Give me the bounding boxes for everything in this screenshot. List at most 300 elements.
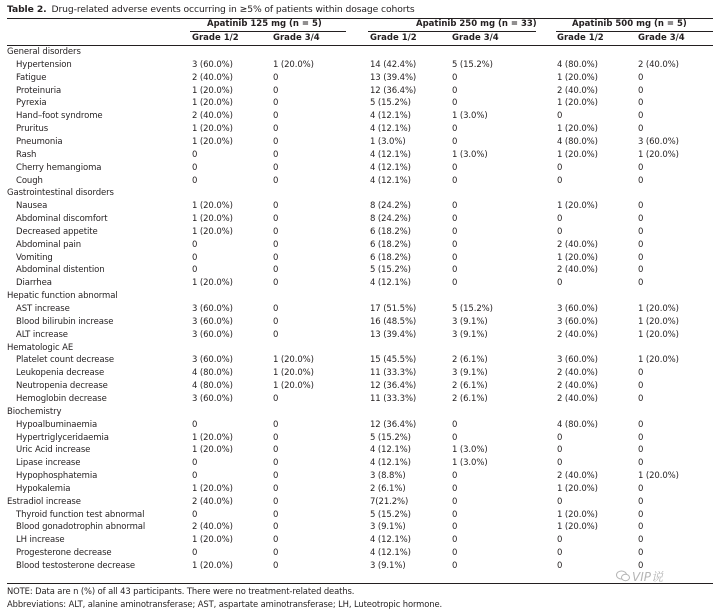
value-cell: 0 bbox=[273, 432, 279, 443]
value-cell: 0 bbox=[192, 175, 198, 186]
value-cell: 0 bbox=[273, 393, 279, 404]
category-label: Gastrointestinal disorders bbox=[7, 188, 114, 199]
value-cell: 0 bbox=[273, 522, 279, 533]
value-cell: 1 (20.0%) bbox=[192, 561, 233, 571]
value-cell: 1 (20.0%) bbox=[192, 445, 233, 456]
event-label: AST increase bbox=[16, 304, 70, 314]
value-cell: 0 bbox=[452, 548, 458, 559]
event-label: Lipase increase bbox=[16, 458, 81, 469]
value-cell: 0 bbox=[192, 265, 198, 276]
value-cell: 1 (3.0%) bbox=[452, 111, 488, 122]
table-note: NOTE: Data are n (%) of all 43 participants. There were no treatment-related deaths. bbox=[7, 586, 355, 596]
table-row bbox=[0, 163, 721, 176]
value-cell: 16 (48.5%) bbox=[370, 316, 417, 327]
value-cell: 0 bbox=[273, 316, 279, 327]
value-cell: 1 (20.0%) bbox=[557, 124, 598, 135]
value-cell: 1 (20.0%) bbox=[557, 509, 598, 520]
value-cell: 0 bbox=[452, 124, 458, 135]
event-label: Proteinuria bbox=[16, 85, 62, 96]
value-cell: 1 (20.0%) bbox=[192, 136, 233, 147]
table-row bbox=[0, 471, 721, 484]
value-cell: 0 bbox=[638, 175, 644, 186]
event-label: Vomiting bbox=[16, 252, 53, 263]
value-cell: 0 bbox=[273, 304, 279, 314]
category-row bbox=[0, 47, 721, 60]
value-cell: 0 bbox=[638, 111, 644, 122]
category-label: Estradiol increase bbox=[7, 496, 81, 507]
value-cell: 2 (40.0%) bbox=[638, 59, 679, 70]
value-cell: 0 bbox=[192, 162, 198, 173]
event-label: Diarrhea bbox=[16, 278, 52, 289]
value-cell: 0 bbox=[638, 393, 644, 404]
value-cell: 0 bbox=[192, 509, 198, 520]
value-cell: 0 bbox=[192, 239, 198, 250]
category-row bbox=[0, 497, 721, 510]
value-cell: 5 (15.2%) bbox=[370, 98, 411, 109]
value-cell: 15 (45.5%) bbox=[370, 355, 417, 366]
table-row bbox=[0, 458, 721, 471]
value-cell: 4 (12.1%) bbox=[370, 458, 411, 469]
value-cell: 0 bbox=[638, 419, 644, 430]
category-label: Hematologic AE bbox=[7, 342, 74, 353]
value-cell: 0 bbox=[452, 496, 458, 507]
value-cell: 1 (3.0%) bbox=[370, 136, 406, 147]
event-label: Cherry hemangioma bbox=[16, 162, 102, 173]
event-label: Nausea bbox=[16, 201, 48, 212]
value-cell: 0 bbox=[638, 432, 644, 443]
value-cell: 1 (20.0%) bbox=[638, 471, 679, 482]
value-cell: 4 (12.1%) bbox=[370, 548, 411, 559]
value-cell: 0 bbox=[273, 72, 279, 83]
value-cell: 5 (15.2%) bbox=[452, 304, 493, 314]
grade-header-500-high: Grade 3/4 bbox=[638, 33, 685, 43]
value-cell: 0 bbox=[638, 522, 644, 533]
event-label: Blood bilirubin increase bbox=[16, 316, 114, 327]
value-cell: 2 (40.0%) bbox=[557, 85, 598, 96]
event-label: Abdominal distention bbox=[16, 265, 105, 276]
table-row bbox=[0, 304, 721, 317]
value-cell: 1 (20.0%) bbox=[192, 214, 233, 225]
table-row bbox=[0, 420, 721, 433]
value-cell: 2 (40.0%) bbox=[557, 368, 598, 379]
event-label: Abdominal pain bbox=[16, 239, 82, 250]
table-row bbox=[0, 368, 721, 381]
value-cell: 0 bbox=[638, 124, 644, 135]
value-cell: 1 (20.0%) bbox=[273, 355, 314, 366]
group-header-250mg: Apatinib 250 mg (n = 33) bbox=[416, 19, 537, 29]
category-row bbox=[0, 343, 721, 356]
value-cell: 4 (80.0%) bbox=[557, 136, 598, 147]
value-cell: 0 bbox=[638, 85, 644, 96]
value-cell: 4 (80.0%) bbox=[192, 381, 233, 392]
value-cell: 11 (33.3%) bbox=[370, 368, 417, 379]
value-cell: 1 (20.0%) bbox=[557, 483, 598, 494]
value-cell: 0 bbox=[273, 265, 279, 276]
value-cell: 4 (12.1%) bbox=[370, 445, 411, 456]
value-cell: 0 bbox=[273, 149, 279, 160]
table-row bbox=[0, 265, 721, 278]
value-cell: 0 bbox=[557, 278, 563, 289]
value-cell: 1 (20.0%) bbox=[557, 201, 598, 212]
value-cell: 2 (40.0%) bbox=[557, 239, 598, 250]
value-cell: 0 bbox=[452, 278, 458, 289]
table-row bbox=[0, 278, 721, 291]
table-row bbox=[0, 548, 721, 561]
value-cell: 0 bbox=[273, 419, 279, 430]
value-cell: 0 bbox=[273, 252, 279, 263]
watermark-text: VIP说 bbox=[632, 570, 663, 584]
value-cell: 3 (60.0%) bbox=[557, 316, 598, 327]
value-cell: 0 bbox=[638, 483, 644, 494]
value-cell: 0 bbox=[192, 149, 198, 160]
category-label: Biochemistry bbox=[7, 406, 62, 417]
table-row bbox=[0, 98, 721, 111]
event-label: Hypertension bbox=[16, 59, 72, 70]
value-cell: 3 (60.0%) bbox=[192, 316, 233, 327]
value-cell: 0 bbox=[273, 329, 279, 340]
value-cell: 0 bbox=[273, 98, 279, 109]
value-cell: 2 (40.0%) bbox=[192, 522, 233, 533]
value-cell: 2 (40.0%) bbox=[192, 496, 233, 507]
group-header-500mg: Apatinib 500 mg (n = 5) bbox=[572, 19, 687, 29]
value-cell: 0 bbox=[273, 175, 279, 186]
value-cell: 0 bbox=[452, 419, 458, 430]
value-cell: 2 (40.0%) bbox=[192, 111, 233, 122]
value-cell: 4 (12.1%) bbox=[370, 149, 411, 160]
category-row bbox=[0, 188, 721, 201]
value-cell: 0 bbox=[638, 278, 644, 289]
value-cell: 3 (60.0%) bbox=[192, 304, 233, 314]
value-cell: 1 (20.0%) bbox=[557, 72, 598, 83]
value-cell: 6 (18.2%) bbox=[370, 226, 411, 237]
value-cell: 1 (20.0%) bbox=[638, 329, 679, 340]
event-label: Thyroid function test abnormal bbox=[16, 509, 145, 520]
event-label: Cough bbox=[16, 175, 43, 186]
event-label: Hypertriglyceridaemia bbox=[16, 432, 109, 443]
value-cell: 0 bbox=[557, 175, 563, 186]
table-row bbox=[0, 561, 721, 574]
table-row bbox=[0, 484, 721, 497]
value-cell: 1 (20.0%) bbox=[192, 201, 233, 212]
value-cell: 4 (12.1%) bbox=[370, 535, 411, 546]
value-cell: 1 (20.0%) bbox=[557, 149, 598, 160]
value-cell: 0 bbox=[452, 98, 458, 109]
table-row bbox=[0, 445, 721, 458]
value-cell: 0 bbox=[557, 432, 563, 443]
value-cell: 2 (6.1%) bbox=[452, 381, 488, 392]
event-label: Leukopenia decrease bbox=[16, 368, 105, 379]
value-cell: 0 bbox=[192, 419, 198, 430]
value-cell: 1 (20.0%) bbox=[192, 98, 233, 109]
value-cell: 0 bbox=[638, 98, 644, 109]
value-cell: 0 bbox=[638, 226, 644, 237]
value-cell: 0 bbox=[273, 124, 279, 135]
table-row bbox=[0, 176, 721, 189]
value-cell: 0 bbox=[452, 239, 458, 250]
value-cell: 0 bbox=[452, 72, 458, 83]
value-cell: 0 bbox=[273, 214, 279, 225]
event-label: Pyrexia bbox=[16, 98, 47, 109]
value-cell: 3 (9.1%) bbox=[370, 522, 406, 533]
value-cell: 2 (40.0%) bbox=[557, 329, 598, 340]
value-cell: 0 bbox=[273, 201, 279, 212]
value-cell: 0 bbox=[273, 239, 279, 250]
value-cell: 1 (3.0%) bbox=[452, 458, 488, 469]
value-cell: 0 bbox=[638, 265, 644, 276]
table-row bbox=[0, 111, 721, 124]
value-cell: 14 (42.4%) bbox=[370, 59, 417, 70]
value-cell: 8 (24.2%) bbox=[370, 201, 411, 212]
event-label: Hypophosphatemia bbox=[16, 471, 98, 482]
value-cell: 3 (8.8%) bbox=[370, 471, 406, 482]
value-cell: 3 (60.0%) bbox=[638, 136, 679, 147]
value-cell: 4 (80.0%) bbox=[192, 368, 233, 379]
value-cell: 2 (6.1%) bbox=[452, 355, 488, 366]
value-cell: 0 bbox=[557, 458, 563, 469]
table-row bbox=[0, 381, 721, 394]
event-label: Fatigue bbox=[16, 72, 47, 83]
value-cell: 1 (20.0%) bbox=[557, 252, 598, 263]
category-label: Hepatic function abnormal bbox=[7, 291, 118, 302]
value-cell: 0 bbox=[638, 535, 644, 546]
value-cell: 6 (18.2%) bbox=[370, 239, 411, 250]
value-cell: 1 (20.0%) bbox=[192, 432, 233, 443]
value-cell: 0 bbox=[192, 458, 198, 469]
table-row bbox=[0, 60, 721, 73]
table-row bbox=[0, 317, 721, 330]
value-cell: 3 (60.0%) bbox=[192, 355, 233, 366]
value-cell: 0 bbox=[452, 522, 458, 533]
event-label: Neutropenia decrease bbox=[16, 381, 108, 392]
value-cell: 1 (20.0%) bbox=[192, 85, 233, 96]
value-cell: 2 (40.0%) bbox=[192, 72, 233, 83]
value-cell: 0 bbox=[557, 226, 563, 237]
value-cell: 2 (40.0%) bbox=[557, 265, 598, 276]
value-cell: 0 bbox=[452, 561, 458, 571]
value-cell: 1 (20.0%) bbox=[638, 304, 679, 314]
value-cell: 5 (15.2%) bbox=[370, 265, 411, 276]
table-row bbox=[0, 240, 721, 253]
event-label: Progesterone decrease bbox=[16, 548, 112, 559]
value-cell: 0 bbox=[273, 136, 279, 147]
table-row bbox=[0, 86, 721, 99]
grade-header-250-low: Grade 1/2 bbox=[370, 33, 417, 43]
value-cell: 0 bbox=[452, 175, 458, 186]
value-cell: 1 (20.0%) bbox=[192, 278, 233, 289]
value-cell: 1 (20.0%) bbox=[192, 483, 233, 494]
value-cell: 3 (60.0%) bbox=[557, 304, 598, 314]
event-label: Hypoalbuminaemia bbox=[16, 419, 98, 430]
event-label: Blood gonadotrophin abnormal bbox=[16, 522, 146, 533]
event-label: Hypokalemia bbox=[16, 483, 71, 494]
value-cell: 13 (39.4%) bbox=[370, 72, 417, 83]
value-cell: 3 (60.0%) bbox=[192, 393, 233, 404]
value-cell: 0 bbox=[557, 548, 563, 559]
wechat-bubble-icon bbox=[616, 570, 630, 582]
value-cell: 0 bbox=[192, 471, 198, 482]
value-cell: 2 (6.1%) bbox=[370, 483, 406, 494]
table-row bbox=[0, 510, 721, 523]
value-cell: 1 (3.0%) bbox=[452, 149, 488, 160]
value-cell: 6 (18.2%) bbox=[370, 252, 411, 263]
value-cell: 0 bbox=[638, 561, 644, 571]
value-cell: 0 bbox=[638, 381, 644, 392]
grade-header-125-high: Grade 3/4 bbox=[273, 33, 320, 43]
value-cell: 0 bbox=[638, 72, 644, 83]
table-row bbox=[0, 214, 721, 227]
value-cell: 0 bbox=[452, 136, 458, 147]
value-cell: 5 (15.2%) bbox=[452, 59, 493, 70]
value-cell: 0 bbox=[452, 214, 458, 225]
value-cell: 0 bbox=[452, 432, 458, 443]
value-cell: 0 bbox=[273, 278, 279, 289]
table-title: Drug-related adverse events occurring in ≥5% of patients within dosage cohorts bbox=[51, 4, 415, 15]
value-cell: 1 (20.0%) bbox=[557, 522, 598, 533]
value-cell: 0 bbox=[273, 458, 279, 469]
event-label: Rash bbox=[16, 149, 37, 160]
value-cell: 0 bbox=[273, 483, 279, 494]
value-cell: 0 bbox=[273, 162, 279, 173]
value-cell: 0 bbox=[273, 535, 279, 546]
value-cell: 0 bbox=[452, 265, 458, 276]
value-cell: 0 bbox=[638, 509, 644, 520]
table-row bbox=[0, 355, 721, 368]
event-label: Pneumonia bbox=[16, 136, 63, 147]
category-row bbox=[0, 407, 721, 420]
value-cell: 12 (36.4%) bbox=[370, 381, 417, 392]
bottom-rule bbox=[7, 583, 713, 584]
table-row bbox=[0, 137, 721, 150]
value-cell: 1 (20.0%) bbox=[638, 355, 679, 366]
value-cell: 0 bbox=[557, 214, 563, 225]
event-label: Uric Acid increase bbox=[16, 445, 91, 456]
value-cell: 3 (60.0%) bbox=[192, 329, 233, 340]
value-cell: 1 (20.0%) bbox=[638, 149, 679, 160]
grade-header-500-low: Grade 1/2 bbox=[557, 33, 604, 43]
value-cell: 0 bbox=[557, 561, 563, 571]
value-cell: 0 bbox=[557, 162, 563, 173]
value-cell: 0 bbox=[638, 496, 644, 507]
value-cell: 0 bbox=[452, 226, 458, 237]
value-cell: 0 bbox=[452, 535, 458, 546]
value-cell: 4 (12.1%) bbox=[370, 175, 411, 186]
table-row bbox=[0, 433, 721, 446]
value-cell: 0 bbox=[452, 85, 458, 96]
value-cell: 3 (9.1%) bbox=[370, 561, 406, 571]
value-cell: 0 bbox=[638, 368, 644, 379]
group-header-125mg: Apatinib 125 mg (n = 5) bbox=[207, 19, 322, 29]
value-cell: 0 bbox=[638, 548, 644, 559]
value-cell: 4 (12.1%) bbox=[370, 278, 411, 289]
value-cell: 0 bbox=[192, 252, 198, 263]
table-row bbox=[0, 227, 721, 240]
table-row bbox=[0, 201, 721, 214]
table-row bbox=[0, 522, 721, 535]
value-cell: 1 (20.0%) bbox=[638, 316, 679, 327]
value-cell: 0 bbox=[638, 201, 644, 212]
value-cell: 0 bbox=[638, 214, 644, 225]
value-cell: 0 bbox=[638, 458, 644, 469]
event-label: LH increase bbox=[16, 535, 65, 546]
value-cell: 0 bbox=[273, 548, 279, 559]
event-label: Abdominal discomfort bbox=[16, 214, 108, 225]
value-cell: 3 (60.0%) bbox=[557, 355, 598, 366]
value-cell: 1 (20.0%) bbox=[557, 98, 598, 109]
table-row bbox=[0, 394, 721, 407]
table-row bbox=[0, 124, 721, 137]
table-label: Table 2. bbox=[7, 4, 47, 15]
value-cell: 1 (20.0%) bbox=[273, 368, 314, 379]
value-cell: 0 bbox=[452, 252, 458, 263]
value-cell: 0 bbox=[273, 445, 279, 456]
value-cell: 0 bbox=[638, 445, 644, 456]
value-cell: 12 (36.4%) bbox=[370, 419, 417, 430]
value-cell: 4 (80.0%) bbox=[557, 419, 598, 430]
value-cell: 1 (20.0%) bbox=[192, 535, 233, 546]
value-cell: 4 (80.0%) bbox=[557, 59, 598, 70]
value-cell: 0 bbox=[638, 162, 644, 173]
value-cell: 1 (20.0%) bbox=[273, 381, 314, 392]
value-cell: 1 (3.0%) bbox=[452, 445, 488, 456]
category-row bbox=[0, 291, 721, 304]
value-cell: 4 (12.1%) bbox=[370, 162, 411, 173]
value-cell: 17 (51.5%) bbox=[370, 304, 417, 314]
value-cell: 1 (20.0%) bbox=[192, 226, 233, 237]
event-label: Hemoglobin decrease bbox=[16, 393, 107, 404]
value-cell: 12 (36.4%) bbox=[370, 85, 417, 96]
value-cell: 5 (15.2%) bbox=[370, 432, 411, 443]
value-cell: 2 (40.0%) bbox=[557, 381, 598, 392]
value-cell: 0 bbox=[273, 226, 279, 237]
table-row bbox=[0, 253, 721, 266]
value-cell: 0 bbox=[273, 509, 279, 520]
value-cell: 3 (9.1%) bbox=[452, 368, 488, 379]
value-cell: 0 bbox=[452, 201, 458, 212]
value-cell: 2 (40.0%) bbox=[557, 393, 598, 404]
value-cell: 3 (9.1%) bbox=[452, 316, 488, 327]
event-label: Decreased appetite bbox=[16, 226, 98, 237]
event-label: Blood testosterone decrease bbox=[16, 561, 136, 571]
value-cell: 0 bbox=[557, 496, 563, 507]
table-row bbox=[0, 535, 721, 548]
category-label: General disorders bbox=[7, 47, 81, 57]
value-cell: 4 (12.1%) bbox=[370, 111, 411, 122]
event-label: Pruritus bbox=[16, 124, 49, 135]
grade-header-125-low: Grade 1/2 bbox=[192, 33, 239, 43]
event-label: Platelet count decrease bbox=[16, 355, 114, 366]
event-label: Hand–foot syndrome bbox=[16, 111, 103, 122]
value-cell: 0 bbox=[557, 111, 563, 122]
table-row bbox=[0, 73, 721, 86]
grade-header-250-high: Grade 3/4 bbox=[452, 33, 499, 43]
table-row bbox=[0, 150, 721, 163]
value-cell: 0 bbox=[452, 483, 458, 494]
event-label: ALT increase bbox=[16, 329, 68, 340]
value-cell: 0 bbox=[273, 111, 279, 122]
value-cell: 0 bbox=[192, 548, 198, 559]
value-cell: 13 (39.4%) bbox=[370, 329, 417, 340]
value-cell: 0 bbox=[273, 561, 279, 571]
value-cell: 0 bbox=[557, 445, 563, 456]
value-cell: 0 bbox=[273, 85, 279, 96]
value-cell: 1 (20.0%) bbox=[192, 124, 233, 135]
value-cell: 3 (60.0%) bbox=[192, 59, 233, 70]
value-cell: 0 bbox=[452, 471, 458, 482]
value-cell: 7(21.2%) bbox=[370, 496, 409, 507]
value-cell: 0 bbox=[638, 239, 644, 250]
value-cell: 4 (12.1%) bbox=[370, 124, 411, 135]
value-cell: 0 bbox=[452, 509, 458, 520]
